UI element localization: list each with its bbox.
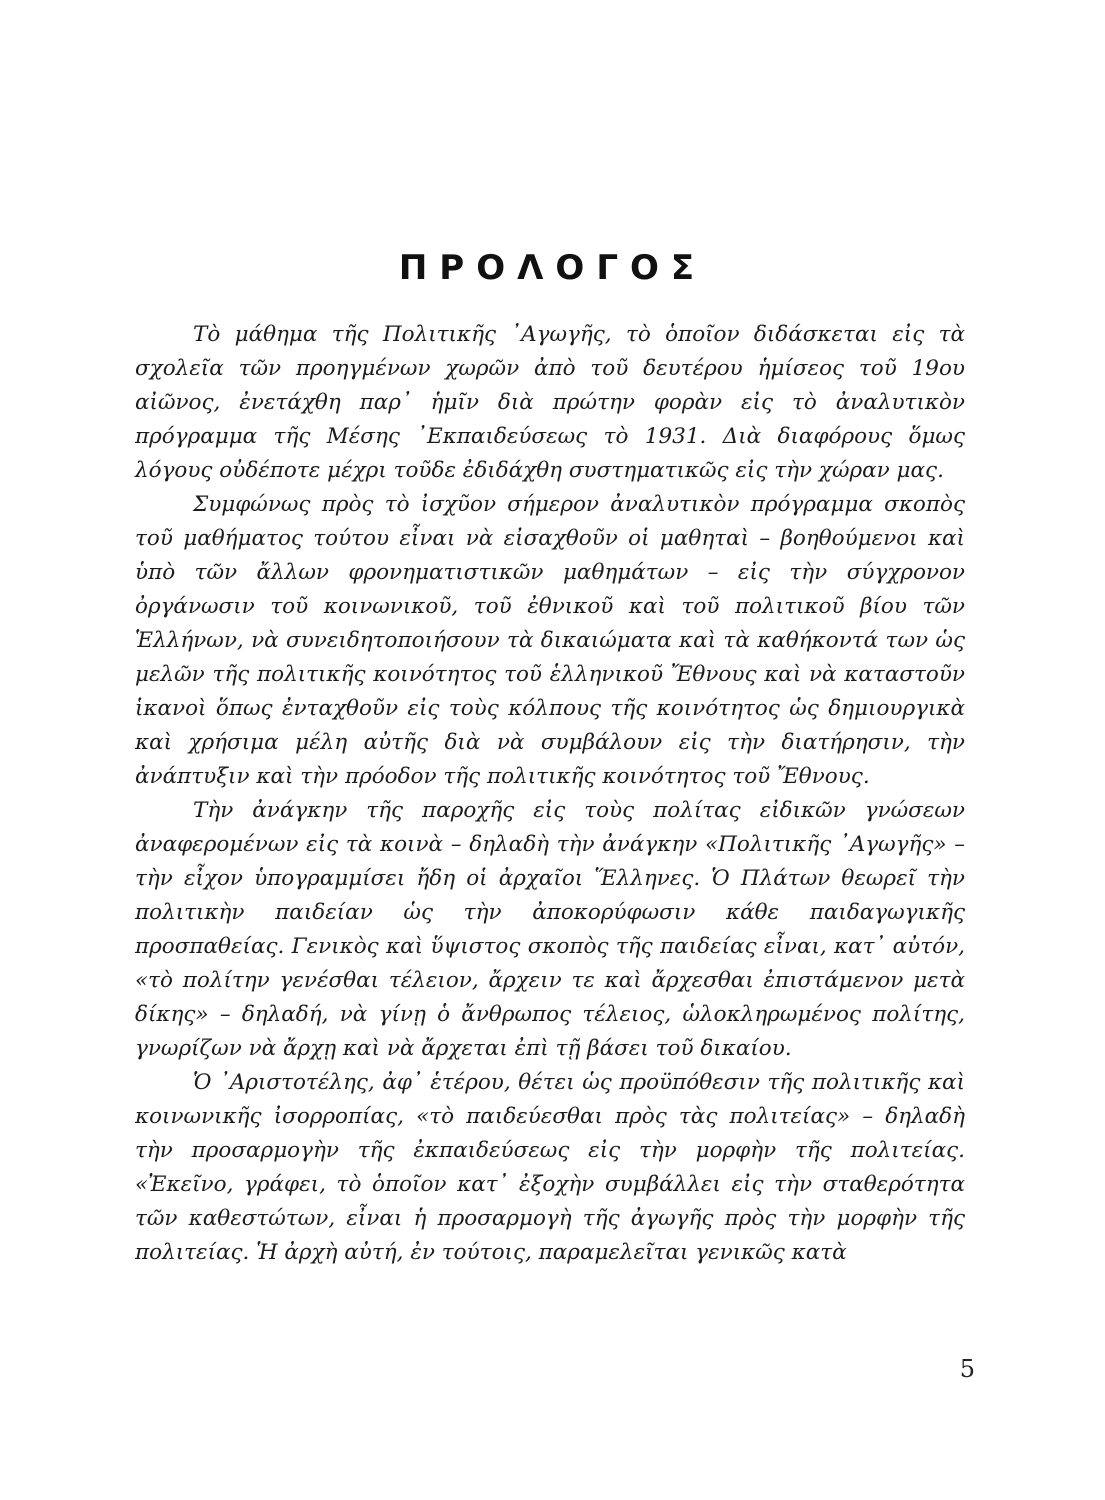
paragraph: Τὴν ἀνάγκην τῆς παροχῆς εἰς τοὺς πολίτας εἰδικῶν γνώσεων ἀναφερομένων εἰς τὰ κοινὰ – δηλαδὴ τὴν ἀνάγκην «Πολιτικῆς ᾿Αγωγῆς» – τὴν εἶχον ὑπογραμμίσει ἤδη οἱ ἀρχαῖοι Ἕλληνες. Ὁ Πλάτων θεωρεῖ τὴν πολιτικὴν παιδείαν ὡς τὴν ἀποκορύφωσιν κάθε παιδαγωγικῆς προσπαθείας. Γενικὸς καὶ ὕψιστος σκοπὸς τῆς παιδείας εἶναι, κατ᾿ αὐτόν, «τὸ πολίτην γενέσθαι τέλειον, ἄρχειν τε καὶ ἄρχεσθαι ἐπιστάμενον μετὰ δίκης» – δηλαδή, νὰ γίνῃ ὁ ἄνθρωπος τέλειος, ὡλοκληρωμένος πολίτης, γνωρίζων νὰ ἄρχῃ καὶ νὰ ἄρχεται ἐπὶ τῇ βάσει τοῦ δικαίου. bbox=[135, 798, 965, 1061]
body-text bbox=[135, 318, 965, 1270]
page-title: ΠΡΟΛΟΓΟΣ bbox=[398, 248, 707, 288]
paragraph: Ὁ ᾿Αριστοτέλης, ἀφ᾿ ἑτέρου, θέτει ὡς προϋπόθεσιν τῆς πολιτικῆς καὶ κοινωνικῆς ἰσορροπίας, «τὸ παιδεύεσθαι πρὸς τὰς πολιτείας» – δηλαδὴ τὴν προσαρμογὴν τῆς ἐκπαιδεύσεως εἰς τὴν μορφὴν τῆς πολιτείας. «Ἐκεῖνο, γράφει, τὸ ὁποῖον κατ᾿ ἐξοχὴν συμβάλλει εἰς τὴν σταθερότητα τῶν καθεστώτων, εἶναι ἡ προσαρμογὴ τῆς ἀγωγῆς πρὸς τὴν μορφὴν τῆς πολιτείας. Ἡ ἀρχὴ αὐτή, ἐν τούτοις, παραμελεῖται γενικῶς κατὰ bbox=[135, 1070, 965, 1265]
paragraph: Συμφώνως πρὸς τὸ ἰσχῦον σήμερον ἀναλυτικὸν πρόγραμμα σκοπὸς τοῦ μαθήματος τούτου εἶναι νὰ εἰσαχθοῦν οἱ μαθηταὶ – βοηθούμενοι καὶ ὑπὸ τῶν ἄλλων φρονηματιστικῶν μαθημάτων – εἰς τὴν σύγχρονον ὀργάνωσιν τοῦ κοινωνικοῦ, τοῦ ἐθνικοῦ καὶ τοῦ πολιτικοῦ βίου τῶν Ἑλλήνων, νὰ συνειδητοποιήσουν τὰ δικαιώματα καὶ τὰ καθήκοντά των ὡς μελῶν τῆς πολιτικῆς κοινότητος τοῦ ἑλληνικοῦ Ἔθνους καὶ νὰ καταστοῦν ἱκανοὶ ὅπως ἐνταχθοῦν εἰς τοὺς κόλπους τῆς κοινότητος ὡς δημιουργικὰ καὶ χρήσιμα μέλη αὐτῆς διὰ νὰ συμβάλουν εἰς τὴν διατήρησιν, τὴν ἀνάπτυξιν καὶ τὴν πρόοδον τῆς πολιτικῆς κοινότητος τοῦ Ἔθνους. bbox=[135, 492, 965, 789]
paragraph: Τὸ μάθημα τῆς Πολιτικῆς ᾿Αγωγῆς, τὸ ὁποῖον διδάσκεται εἰς τὰ σχολεῖα τῶν προηγμένων χωρῶν ἀπὸ τοῦ δευτέρου ἡμίσεος τοῦ 19ου αἰῶνος, ἐνετάχθη παρ᾿ ἡμῖν διὰ πρώτην φορὰν εἰς τὸ ἀναλυτικὸν πρόγραμμα τῆς Μέσης ᾿Εκπαιδεύσεως τὸ 1931. Διὰ διαφόρους ὅμως λόγους οὐδέποτε μέχρι τοῦδε ἐδιδάχθη συστηματικῶς εἰς τὴν χώραν μας. bbox=[135, 322, 965, 483]
page-number: 5 bbox=[959, 1355, 975, 1383]
